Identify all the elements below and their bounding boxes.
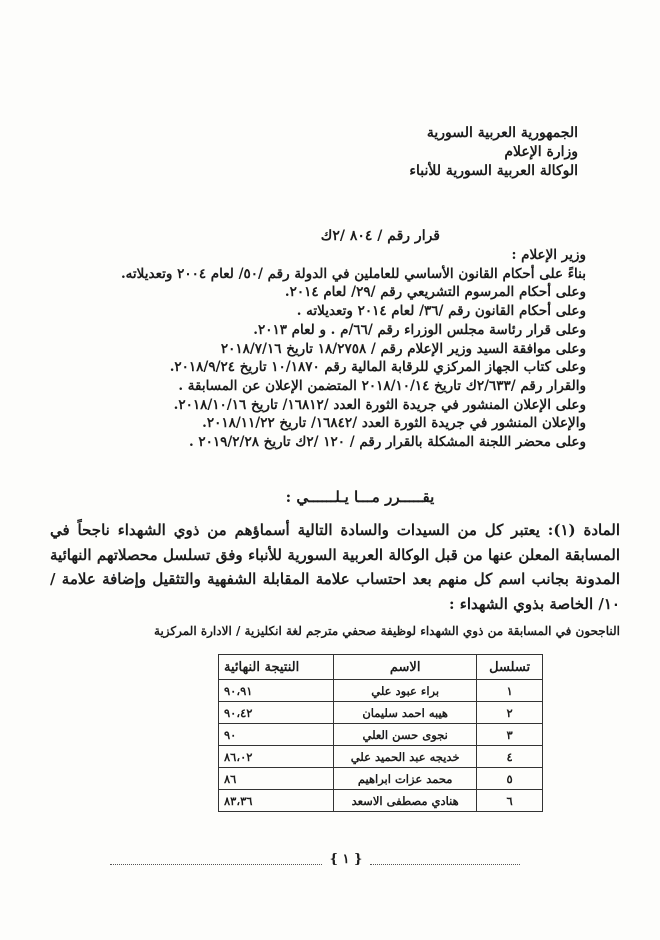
table-row — [219, 702, 543, 724]
cell-result: ٨٣،٣٦ — [219, 790, 334, 812]
cell-seq: ٣ — [477, 724, 543, 746]
preamble-line: والإعلان المنشور في جريدة الثورة العدد /١٦٨٤٢/ تاريخ ٢٠١٨/١١/٢٢. — [202, 415, 586, 432]
table-row — [219, 724, 543, 746]
footer-divider-right — [370, 864, 520, 865]
preamble-line: وعلى موافقة السيد وزير الإعلام رقم / ١٨/٢٧٥٨ تاريخ ٢٠١٨/٧/١٦ — [220, 340, 586, 357]
decision-number: قرار رقم / ٨٠٤ /٢ك — [320, 228, 440, 244]
results-table — [218, 654, 543, 812]
preamble-line: وعلى أحكام المرسوم التشريعي رقم /٢٩/ لعام ٢٠١٤. — [284, 284, 586, 301]
cell-name: هيبه احمد سليمان — [334, 702, 477, 724]
table-row — [219, 790, 543, 812]
cell-result: ٩٠،٤٢ — [219, 702, 334, 724]
decides-heading: يقـــــرر مـــا يـلــــــي : — [285, 488, 435, 506]
cell-seq: ٦ — [477, 790, 543, 812]
letterhead-agency: الوكالة العربية السورية للأنباء — [409, 163, 578, 179]
article-1: المادة (١): يعتبر كل من السيدات والسادة التالية أسماؤهم من ذوي الشهداء ناجحاً في المسابقة المعلن عنها من قبل الوكالة العربية السورية للأنباء وفق تسلسل محصلاتهم النهائية المدونة بجانب اسم كل منهم بعد احتساب علامة المقابلة الشفهية والتثقيل وإضافة علامة /١٠/ الخاصة بذوي الشهداء : — [50, 521, 620, 613]
cell-result: ٩٠ — [219, 724, 334, 746]
letterhead — [409, 124, 578, 181]
cell-result: ٩٠،٩١ — [219, 680, 334, 702]
preamble-line: وعلى الإعلان المنشور في جريدة الثورة العدد /١٦٨١٢/ تاريخ ٢٠١٨/١٠/١٦. — [173, 396, 586, 413]
table-row — [219, 746, 543, 768]
letterhead-country: الجمهورية العربية السورية — [426, 125, 578, 141]
preamble-line: بناءً على أحكام القانون الأساسي للعاملين في الدولة رقم /٥٠/ لعام ٢٠٠٤ وتعديلاته. — [120, 265, 586, 282]
cell-seq: ٢ — [477, 702, 543, 724]
cell-result: ٨٦ — [219, 768, 334, 790]
preamble-line: وعلى كتاب الجهاز المركزي للرقابة المالية رقم ١٠/١٨٧٠ تاريخ ٢٠١٨/٩/٢٤. — [169, 359, 586, 376]
cell-name: هنادي مصطفى الاسعد — [334, 790, 477, 812]
preamble — [46, 246, 586, 452]
table-row — [219, 680, 543, 702]
cell-name: نجوى حسن العلي — [334, 724, 477, 746]
header-result: النتيجة النهائية — [219, 655, 334, 680]
cell-name: خديجه عبد الحميد علي — [334, 746, 477, 768]
preamble-line: وعلى محضر اللجنة المشكلة بالقرار رقم / ١٢٠ /٢ك تاريخ ٢٠١٩/٢/٢٨ . — [188, 434, 586, 451]
footer-divider-left — [110, 864, 322, 865]
cell-name: براء عبود علي — [334, 680, 477, 702]
preamble-line: وعلى قرار رئاسة مجلس الوزراء رقم /٦٦/م . و لعام ٢٠١٣. — [253, 321, 586, 338]
preamble-line: والقرار رقم /٢/٦٣٣ك تاريخ ٢٠١٨/١٠/١٤ المتضمن الإعلان عن المسابقة . — [178, 377, 586, 394]
header-seq: تسلسل — [477, 655, 543, 680]
table-header-row — [219, 655, 543, 680]
table-row — [219, 768, 543, 790]
cell-result: ٨٦،٠٢ — [219, 746, 334, 768]
cell-seq: ٤ — [477, 746, 543, 768]
preamble-line: وعلى أحكام القانون رقم /٣٦/ لعام ٢٠١٤ وتعديلاته . — [296, 303, 586, 320]
cell-seq: ٥ — [477, 768, 543, 790]
preamble-minister: وزير الإعلام : — [511, 247, 586, 263]
letterhead-ministry: وزارة الإعلام — [504, 144, 578, 160]
cell-name: محمد عزات ابراهيم — [334, 768, 477, 790]
page-number: { ١ } — [329, 852, 363, 867]
header-name: الاسم — [334, 655, 477, 680]
cell-seq: ١ — [477, 680, 543, 702]
table-caption: الناجحون في المسابقة من ذوي الشهداء لوظيفة صحفي مترجم لغة انكليزية / الادارة المركزية — [154, 624, 620, 638]
